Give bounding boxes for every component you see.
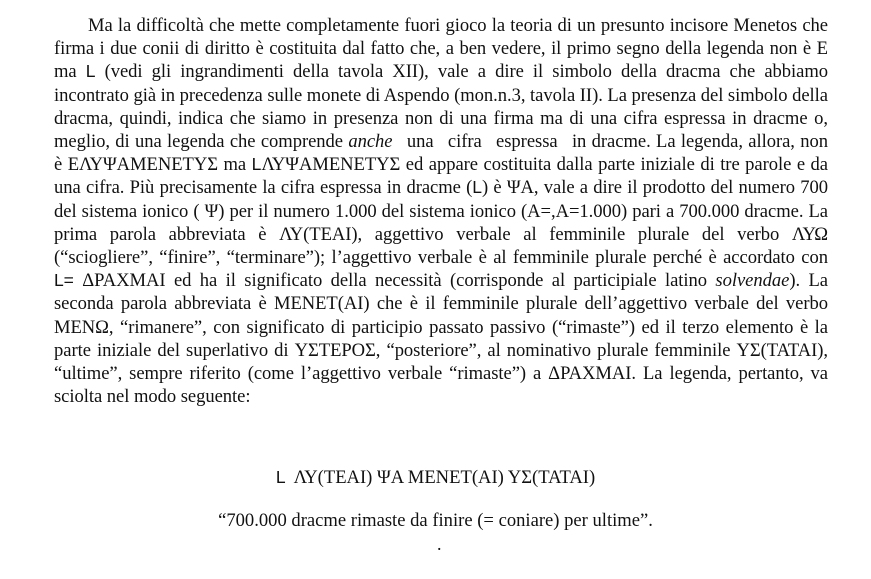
paragraph-text: ) è ΨΑ, vale a dire il prodotto del numero 700 del sistema ionico ( Ψ) per il numero 1.000 del sistema ionico (Α=,Α=1.000) pari a 700.000 dracme. La prima parola abbreviata è ΛΥ(ΤΕΑΙ), aggettivo verbale al femminile plurale del verbo ΛΥΩ (“sciogliere”, “finire”, “terminare”); l’aggettivo verbale è al femminile plurale perché è accordato con <box>54 177 828 269</box>
italic-word-anche: anche <box>348 131 393 153</box>
drachma-symbol: L <box>251 154 262 175</box>
paragraph-text-spaced: una cifra espressa in <box>392 131 587 153</box>
drachma-symbol: L <box>85 61 96 82</box>
italic-word-solvendae: solvendae <box>715 270 790 292</box>
drachma-symbol: L <box>275 467 286 487</box>
legend-translation: “700.000 dracme rimaste da finire (= coniare) per ultime”. <box>218 510 653 531</box>
footer-mark: . <box>437 534 442 554</box>
paragraph-text: Ma la difficoltà che mette completamente fuori gioco la teoria di un presunto incisore Menetos che firma i due conii di diritto è costituita dal fatto che, a ben vedere, il primo segno della legenda non è E ma <box>54 15 828 83</box>
paragraph-text: ). La seconda parola abbreviata è ΜΕΝΕΤ(ΑΙ) che è il femminile plurale dell’aggettivo verbale del verbo ΜΕΝΩ, “rimanere”, con significato di participio passato passivo (“rimaste”) ed il terzo elemento è la parte iniziale del superlativo di ΥΣΤΕΡΟΣ, “posteriore”, al nominativo plurale femminile ΥΣ(ΤΑΤΑΙ), “ultime”, sempre riferito (come l’aggettivo verbale “rimaste”) a ΔΡΑΧΜΑΙ. La legenda, pertanto, va sciolta nel modo seguente: <box>54 270 828 408</box>
legend-formula-text: ΛΥ(ΤΕΑΙ) ΨΑ ΜΕΝΕΤ(ΑΙ) ΥΣ(ΤΑΤΑΙ) <box>293 467 596 488</box>
body-paragraph <box>54 14 828 408</box>
paragraph-text: dracme. La legenda, allora, non è ΕΛΥΨΑΜΕΝΕΤΥΣ ma <box>54 131 828 176</box>
paragraph-text: (vedi gli ingrandimenti della tavola XII), vale a dire il simbolo della dracma che abbiamo incontrato già in precedenza sulle monete di Aspendo (mon.n.3, tavola II). La presenza del simbolo della dracma, quindi, indica che siamo in presenza non di una firma ma di una cifra espressa in dracme o, meglio, di una legenda che comprende <box>54 61 828 153</box>
drachma-symbol-equals: L= <box>54 270 74 291</box>
drachma-symbol: L <box>472 177 482 198</box>
paragraph-text: ΛΥΨΑΜΕΝΕΤΥΣ ed appare costituita dalla parte iniziale di tre parole e da una cifra. Più precisamente la cifra espressa in dracme ( <box>54 154 828 199</box>
paragraph-text: ΔΡΑΧΜΑΙ ed ha il significato della necessità (corrisponde al participiale latino <box>73 270 716 292</box>
legend-formula <box>0 466 871 489</box>
